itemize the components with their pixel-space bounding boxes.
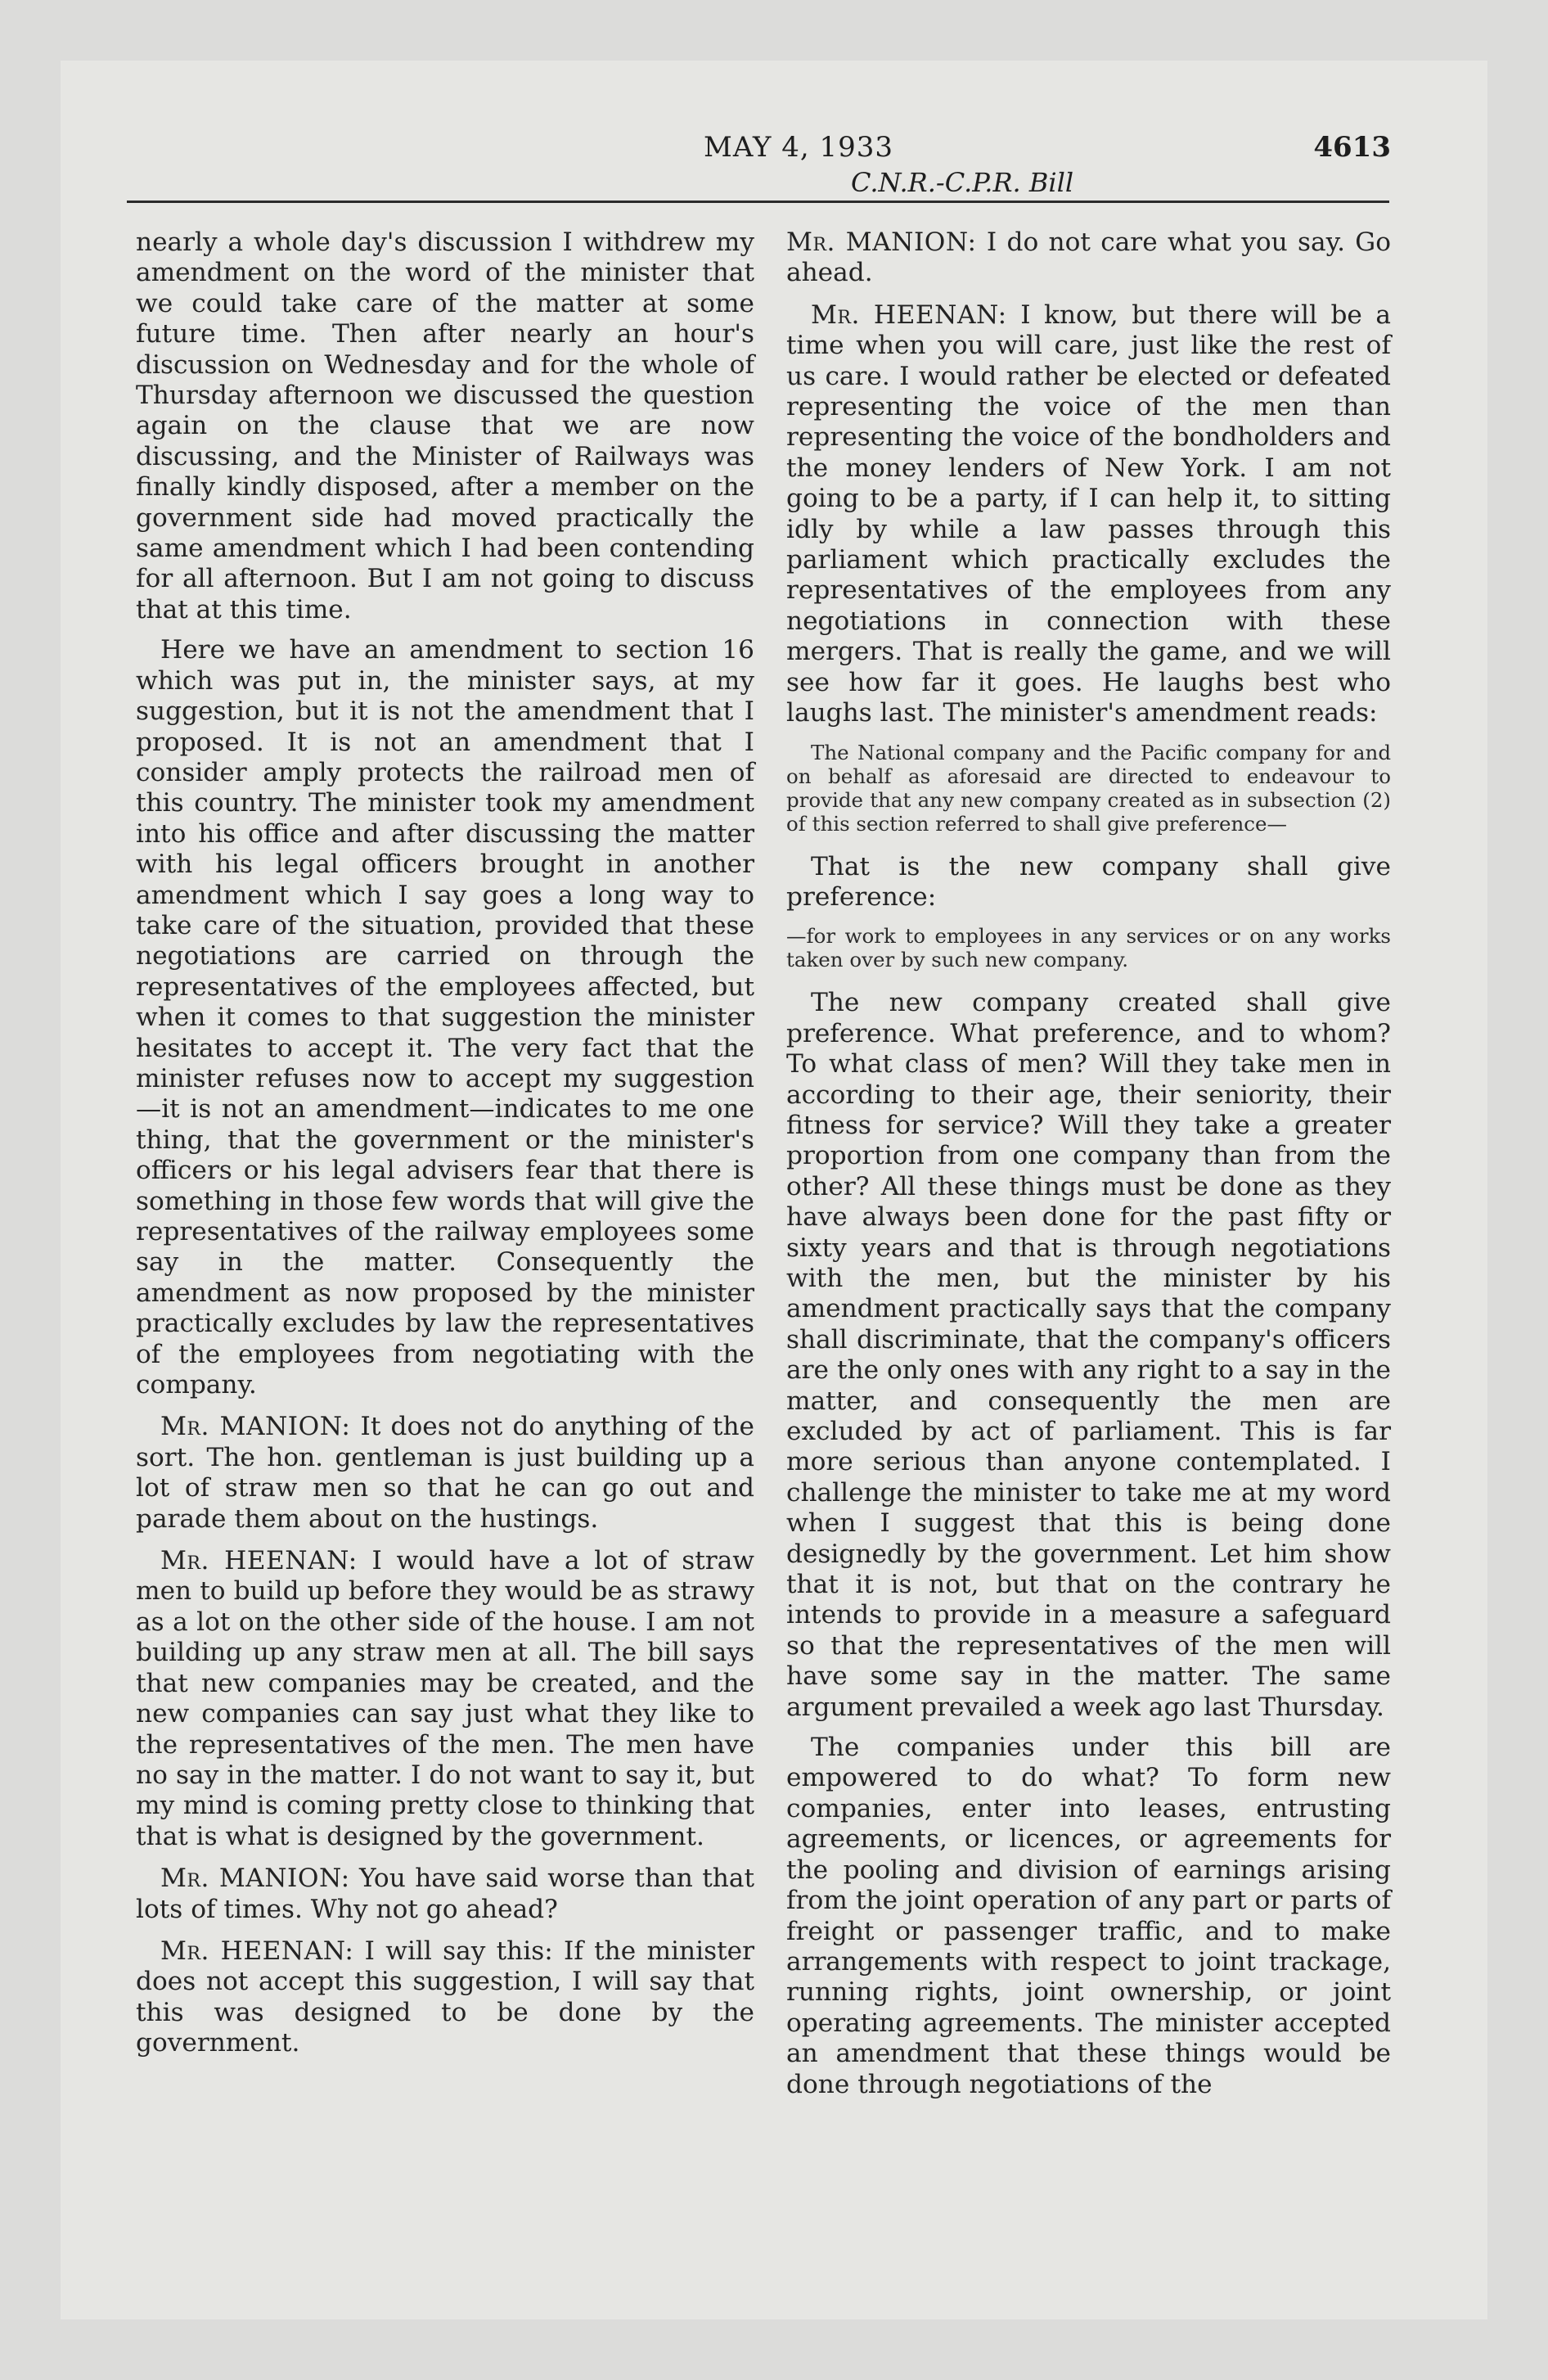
- page-header: [139, 131, 1391, 196]
- block-quote: The National company and the Pacific company for and on behalf as aforesaid are directed to endeavour to provide that any new company created as in subsection (2) of this section referred to shall give preference—: [786, 740, 1391, 836]
- left-column: [136, 228, 754, 2069]
- paragraph: The new company created shall give preference. What preference, and to whom? To what class of men? Will they take men in according to their age, their seniority, their fitness for service? Will they take a greater proportion from one company than from the other? All these things must be done as they have always been done for the past fifty or sixty years and that is through negotiations with the men, but the minister by his amendment practically says that the company shall discriminate, that the company's officers are the only ones with any right to a say in the matter, and consequently the men are excluded by act of parliament. This is far more serious than anyone contemplated. I challenge the minister to take me at my word when I suggest that this is being done designedly by the government. Let him show that it is not, but that on the contrary he intends to provide in a measure a safeguard so that the representatives of the men will have some say in the matter. The same argument prevailed a week ago last Thursday.: [786, 988, 1391, 1722]
- speech-paragraph: [136, 1546, 754, 1852]
- speech-text: I would have a lot of straw men to build up before they would be as strawy as a lot on the other side of the house. I am not building up any straw men at all. The bill says that new companies may be created, and the new companies can say just what they like to the representatives of the men. The men have no say in the matter. I do not want to say it, but my mind is coming pretty close to thinking that that is what is designed by the government.: [136, 1546, 754, 1851]
- speaker-name: Mr. MANION:: [786, 228, 977, 257]
- speech-paragraph: [786, 228, 1391, 289]
- block-quote: —for work to employees in any services or on any works taken over by such new company.: [786, 924, 1391, 972]
- header-date: MAY 4, 1933: [704, 131, 894, 164]
- paragraph: nearly a whole day's discussion I withdrew my amendment on the word of the minister that we could take care of the matter at some future time. Then after nearly an hour's discussion on Wednesday and for the whole of Thursday afternoon we discussed the question again on the clause that we are now discussing, and the Minister of Railways was finally kindly disposed, after a member on the government side had moved practically the same amendment which I had been contending for all afternoon. But I am not going to discuss that at this time.: [136, 228, 754, 624]
- paragraph: Here we have an amendment to section 16 which was put in, the minister says, at my suggestion, but it is not the amendment that I proposed. It is not an amendment that I consider amply protects the railroad men of this country. The minister took my amendment into his office and after discussing the matter with his legal officers brought in another amendment which I say goes a long way to take care of the situation, provided that these negotiations are carried on through the representatives of the employees affected, but when it comes to that suggestion the minister hesitates to accept it. The very fact that the minister refuses now to accept my suggestion —it is not an amendment—indicates to me one thing, that the government or the minister's officers or his legal advisers fear that there is something in those few words that will give the representatives of the railway employees some say in the matter. Consequently the amendment as now proposed by the minister practically excludes by law the representatives of the employees from negotiating with the company.: [136, 635, 754, 1400]
- speaker-name: Mr. MANION:: [160, 1412, 351, 1442]
- speech-text: It does not do anything of the sort. The hon. gentleman is just building up a lot of straw men so that he can go out and parade them about on the hustings.: [136, 1412, 754, 1534]
- speaker-name: Mr. HEENAN:: [811, 300, 1007, 330]
- speech-text: I will say this: If the minister does not accept this suggestion, I will say that this was designed to be done by the government.: [136, 1936, 754, 2058]
- speaker-name: Mr. MANION:: [160, 1864, 350, 1894]
- header-bill-title: C.N.R.-C.P.R. Bill: [851, 167, 1074, 198]
- paragraph: The companies under this bill are empowered to do what? To form new companies, enter into leases, entrusting agreements, or licences, or agreements for the pooling and division of earnings arising from the joint operation of any part or parts of freight or passenger traffic, and to make arrangements with respect to joint trackage, running rights, joint ownership, or joint operating agreements. The minister accepted an amendment that these things would be done through negotiations of the: [786, 1733, 1391, 2099]
- speaker-name: Mr. HEENAN:: [160, 1546, 358, 1576]
- paragraph: That is the new company shall give preference:: [786, 851, 1391, 912]
- speech-text: You have said worse than that lots of times. Why not go ahead?: [136, 1864, 754, 1924]
- speech-paragraph: [136, 1412, 754, 1535]
- speech-text: I know, but there will be a time when you will care, just like the rest of us care. I would rather be elected or defeated representing the voice of the men than representing the voice of the bondholders and the money lenders of New York. I am not going to be a party, if I can help it, to sitting idly by while a law passes through this parliament which practically excludes the representatives of the employees from any negotiations in connection with these mergers. That is really the game, and we will see how far it goes. He laughs best who laughs last. The minister's amendment reads:: [786, 300, 1391, 728]
- speech-text: I do not care what you say. Go ahead.: [786, 228, 1391, 288]
- header-page-number: 4613: [1313, 131, 1391, 164]
- header-rule: [127, 201, 1389, 203]
- speech-paragraph: [136, 1864, 754, 1925]
- speech-paragraph: [136, 1936, 754, 2059]
- right-column: [786, 228, 1391, 2110]
- speaker-name: Mr. HEENAN:: [160, 1936, 354, 1966]
- speech-paragraph: [786, 300, 1391, 729]
